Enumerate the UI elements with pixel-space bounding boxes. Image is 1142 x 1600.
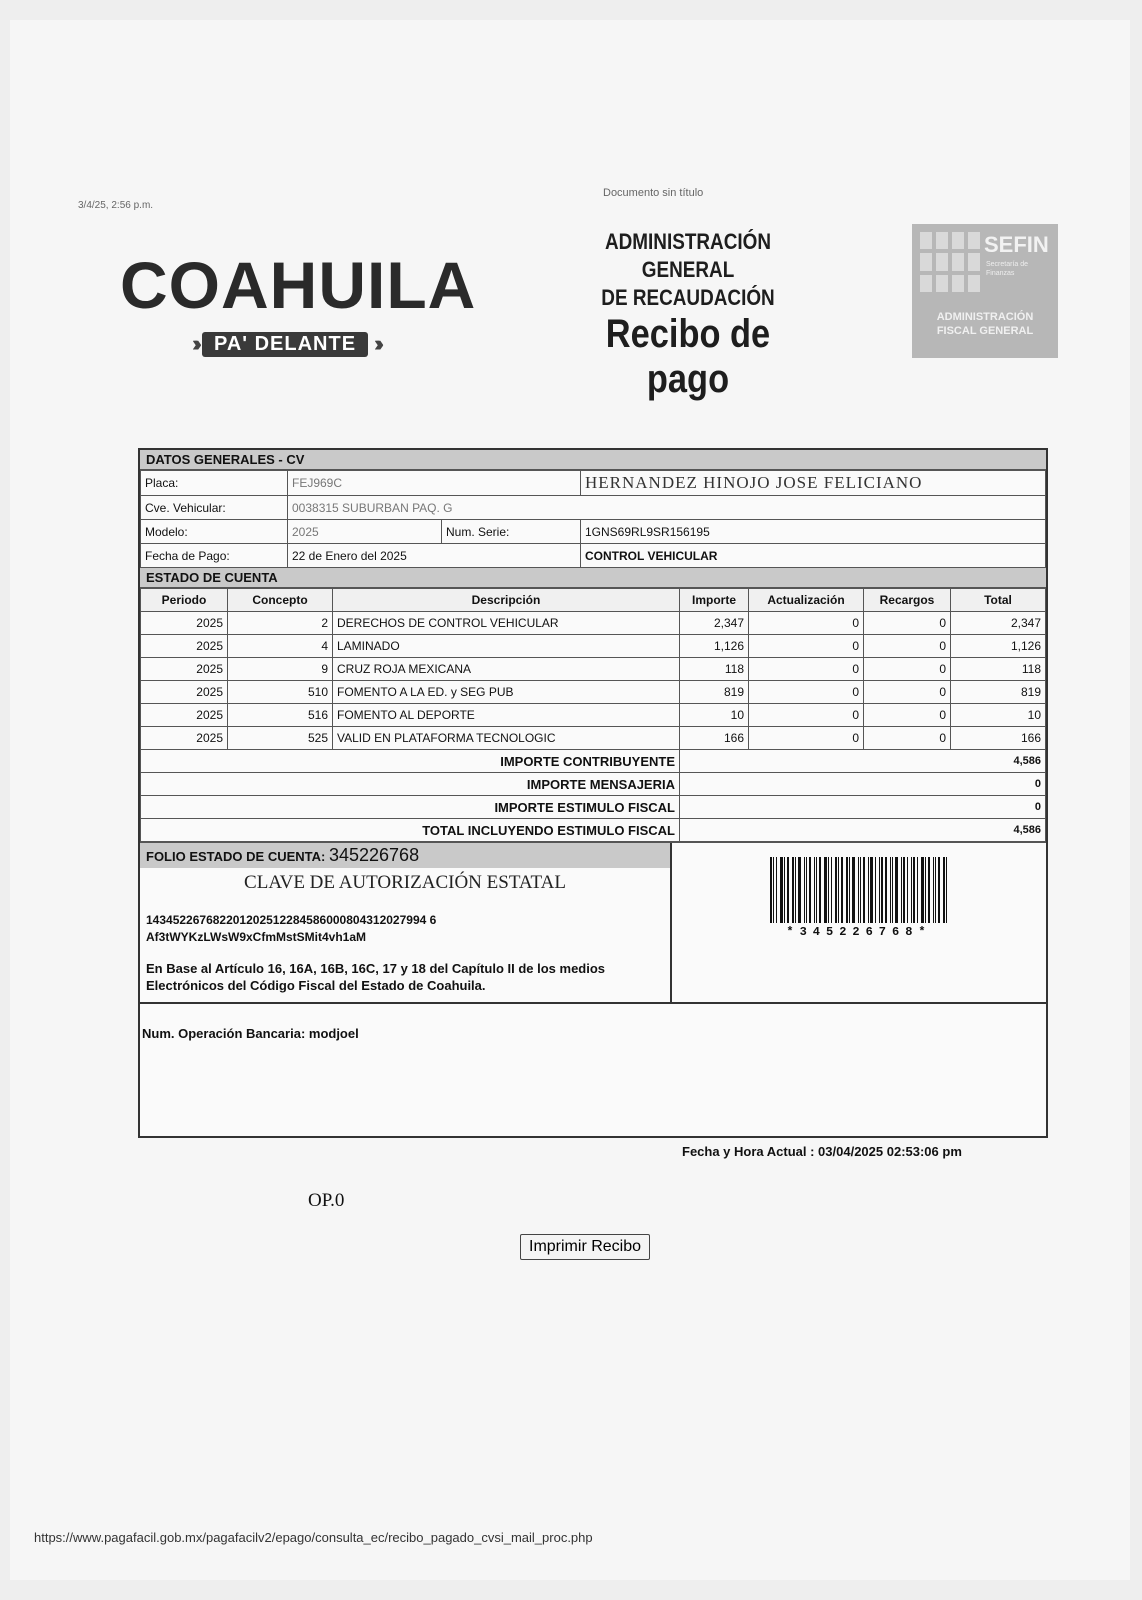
col-concepto: Concepto [228, 589, 333, 612]
cell-concepto: 510 [228, 681, 333, 704]
authorization-code-1: 143452267682201202512284586000804312027994 6 [146, 913, 437, 927]
print-date: 3/4/25, 2:56 p.m. [78, 200, 154, 211]
logo-word: COAHUILA [120, 248, 477, 322]
receipt-box [138, 448, 1048, 1138]
cell-importe: 166 [680, 727, 749, 750]
cell-actualizacion: 0 [749, 727, 864, 750]
cell-periodo: 2025 [141, 727, 228, 750]
summary-row [141, 750, 1046, 773]
logo-tagline: PA' DELANTE [202, 332, 368, 357]
summary-row [141, 819, 1046, 842]
datos-generales-table [140, 470, 1046, 568]
table-row [141, 681, 1046, 704]
cell-descripcion: FOMENTO A LA ED. y SEG PUB [333, 681, 680, 704]
cell-total: 1,126 [951, 635, 1046, 658]
cell-periodo: 2025 [141, 681, 228, 704]
summary-row [141, 773, 1046, 796]
coahuila-logo [112, 245, 477, 370]
cell-actualizacion: 0 [749, 612, 864, 635]
summary-value: 0 [680, 773, 1046, 796]
cell-actualizacion: 0 [749, 681, 864, 704]
cell-total: 166 [951, 727, 1046, 750]
col-actualizacion: Actualización [749, 589, 864, 612]
current-datetime: Fecha y Hora Actual : 03/04/2025 02:53:06 pm [682, 1144, 962, 1159]
legal-notice: En Base al Artículo 16, 16A, 16B, 16C, 17 y 18 del Capítulo II de los medios Electrónicos del Código Fiscal del Estado de Coahuila. [146, 961, 606, 993]
summary-label: IMPORTE MENSAJERIA [141, 773, 680, 796]
sefin-department: ADMINISTRACIÓN FISCAL GENERAL [936, 311, 1034, 337]
cell-descripcion: DERECHOS DE CONTROL VEHICULAR [333, 612, 680, 635]
cell-actualizacion: 0 [749, 704, 864, 727]
cell-periodo: 2025 [141, 704, 228, 727]
cell-recargos: 0 [864, 612, 951, 635]
cell-recargos: 0 [864, 704, 951, 727]
cell-descripcion: LAMINADO [333, 635, 680, 658]
table-row [141, 635, 1046, 658]
barcode-icon [759, 857, 959, 923]
table-row [141, 658, 1046, 681]
cell-descripcion: VALID EN PLATAFORMA TECNOLOGIC [333, 727, 680, 750]
authorization-code-2: Af3tWYKzLWsW9xCfmMstSMit4vh1aM [146, 930, 367, 944]
estado-cuenta-title: ESTADO DE CUENTA [140, 568, 1046, 588]
barcode-text: *345226768* [786, 925, 932, 939]
summary-value: 4,586 [680, 750, 1046, 773]
authorization-code [140, 912, 670, 946]
table-row [141, 704, 1046, 727]
sefin-name: SEFIN [984, 232, 1049, 257]
agency-name: ADMINISTRACIÓN GENERAL DE RECAUDACIÓN [601, 229, 775, 310]
summary-label: TOTAL INCLUYENDO ESTIMULO FISCAL [141, 819, 680, 842]
folio-section [140, 842, 1046, 1002]
barcode [759, 857, 959, 1002]
cve-value: 0038315 SUBURBAN PAQ. G [288, 496, 1046, 520]
cell-total: 10 [951, 704, 1046, 727]
fecha-value: 22 de Enero del 2025 [288, 544, 581, 568]
cve-label: Cve. Vehicular: [141, 496, 288, 520]
col-descripcion: Descripción [333, 589, 680, 612]
col-total: Total [951, 589, 1046, 612]
sefin-emblem-icon [920, 232, 980, 292]
cell-concepto: 525 [228, 727, 333, 750]
modelo-value: 2025 [288, 520, 442, 544]
summary-value: 0 [680, 796, 1046, 819]
placa-value: FEJ969C [288, 471, 581, 496]
cell-total: 2,347 [951, 612, 1046, 635]
cell-periodo: 2025 [141, 658, 228, 681]
fecha-label: Fecha de Pago: [141, 544, 288, 568]
col-recargos: Recargos [864, 589, 951, 612]
op-code: OP.0 [308, 1190, 345, 1211]
cell-periodo: 2025 [141, 635, 228, 658]
estado-cuenta-table [140, 588, 1046, 842]
sefin-subtitle: Secretaría de Finanzas [986, 261, 1029, 277]
bank-operation: Num. Operación Bancaria: modjoel [140, 1002, 1046, 1136]
col-importe: Importe [680, 589, 749, 612]
modelo-label: Modelo: [141, 520, 288, 544]
clave-title: CLAVE DE AUTORIZACIÓN ESTATAL [244, 872, 566, 893]
col-periodo: Periodo [141, 589, 228, 612]
table-row [141, 727, 1046, 750]
cell-total: 819 [951, 681, 1046, 704]
cell-importe: 118 [680, 658, 749, 681]
cell-concepto: 2 [228, 612, 333, 635]
serie-label: Num. Serie: [442, 520, 581, 544]
summary-value: 4,586 [680, 819, 1046, 842]
cell-concepto: 9 [228, 658, 333, 681]
folio-row [140, 843, 670, 868]
cell-total: 118 [951, 658, 1046, 681]
folio-value: 345226768 [328, 845, 420, 865]
document-title: Documento sin título [603, 187, 704, 199]
summary-label: IMPORTE CONTRIBUYENTE [141, 750, 680, 773]
cell-importe: 2,347 [680, 612, 749, 635]
sefin-logo [912, 224, 1058, 358]
cell-recargos: 0 [864, 635, 951, 658]
placa-label: Placa: [141, 471, 288, 496]
chevron-right-icon: ››› [374, 331, 379, 356]
barcode-area [672, 843, 1046, 1002]
cell-concepto: 4 [228, 635, 333, 658]
summary-row [141, 796, 1046, 819]
cell-recargos: 0 [864, 681, 951, 704]
summary-label: IMPORTE ESTIMULO FISCAL [141, 796, 680, 819]
folio-info [140, 843, 672, 1002]
logo-tagline-row [192, 331, 378, 357]
page-url: https://www.pagafacil.gob.mx/pagafacilv2/epago/consulta_ec/recibo_pagado_cvsi_mail_proc.php [34, 1530, 593, 1545]
chevron-right-icon: ››› [192, 331, 196, 356]
table-row [141, 612, 1046, 635]
cell-recargos: 0 [864, 658, 951, 681]
serie-value: 1GNS69RL9SR156195 [581, 520, 1046, 544]
cell-recargos: 0 [864, 727, 951, 750]
print-receipt-button[interactable]: Imprimir Recibo [520, 1234, 650, 1260]
page-title: Recibo de pago [605, 312, 771, 401]
cell-actualizacion: 0 [749, 658, 864, 681]
cell-importe: 1,126 [680, 635, 749, 658]
cell-importe: 10 [680, 704, 749, 727]
cell-descripcion: FOMENTO AL DEPORTE [333, 704, 680, 727]
payment-type: CONTROL VEHICULAR [581, 544, 1046, 568]
cell-periodo: 2025 [141, 612, 228, 635]
cell-importe: 819 [680, 681, 749, 704]
cell-actualizacion: 0 [749, 635, 864, 658]
folio-label: FOLIO ESTADO DE CUENTA: [146, 849, 326, 864]
owner-name: HERNANDEZ HINOJO JOSE FELICIANO [581, 471, 1046, 496]
datos-generales-title: DATOS GENERALES - CV [140, 450, 1046, 470]
cell-descripcion: CRUZ ROJA MEXICANA [333, 658, 680, 681]
cell-concepto: 516 [228, 704, 333, 727]
